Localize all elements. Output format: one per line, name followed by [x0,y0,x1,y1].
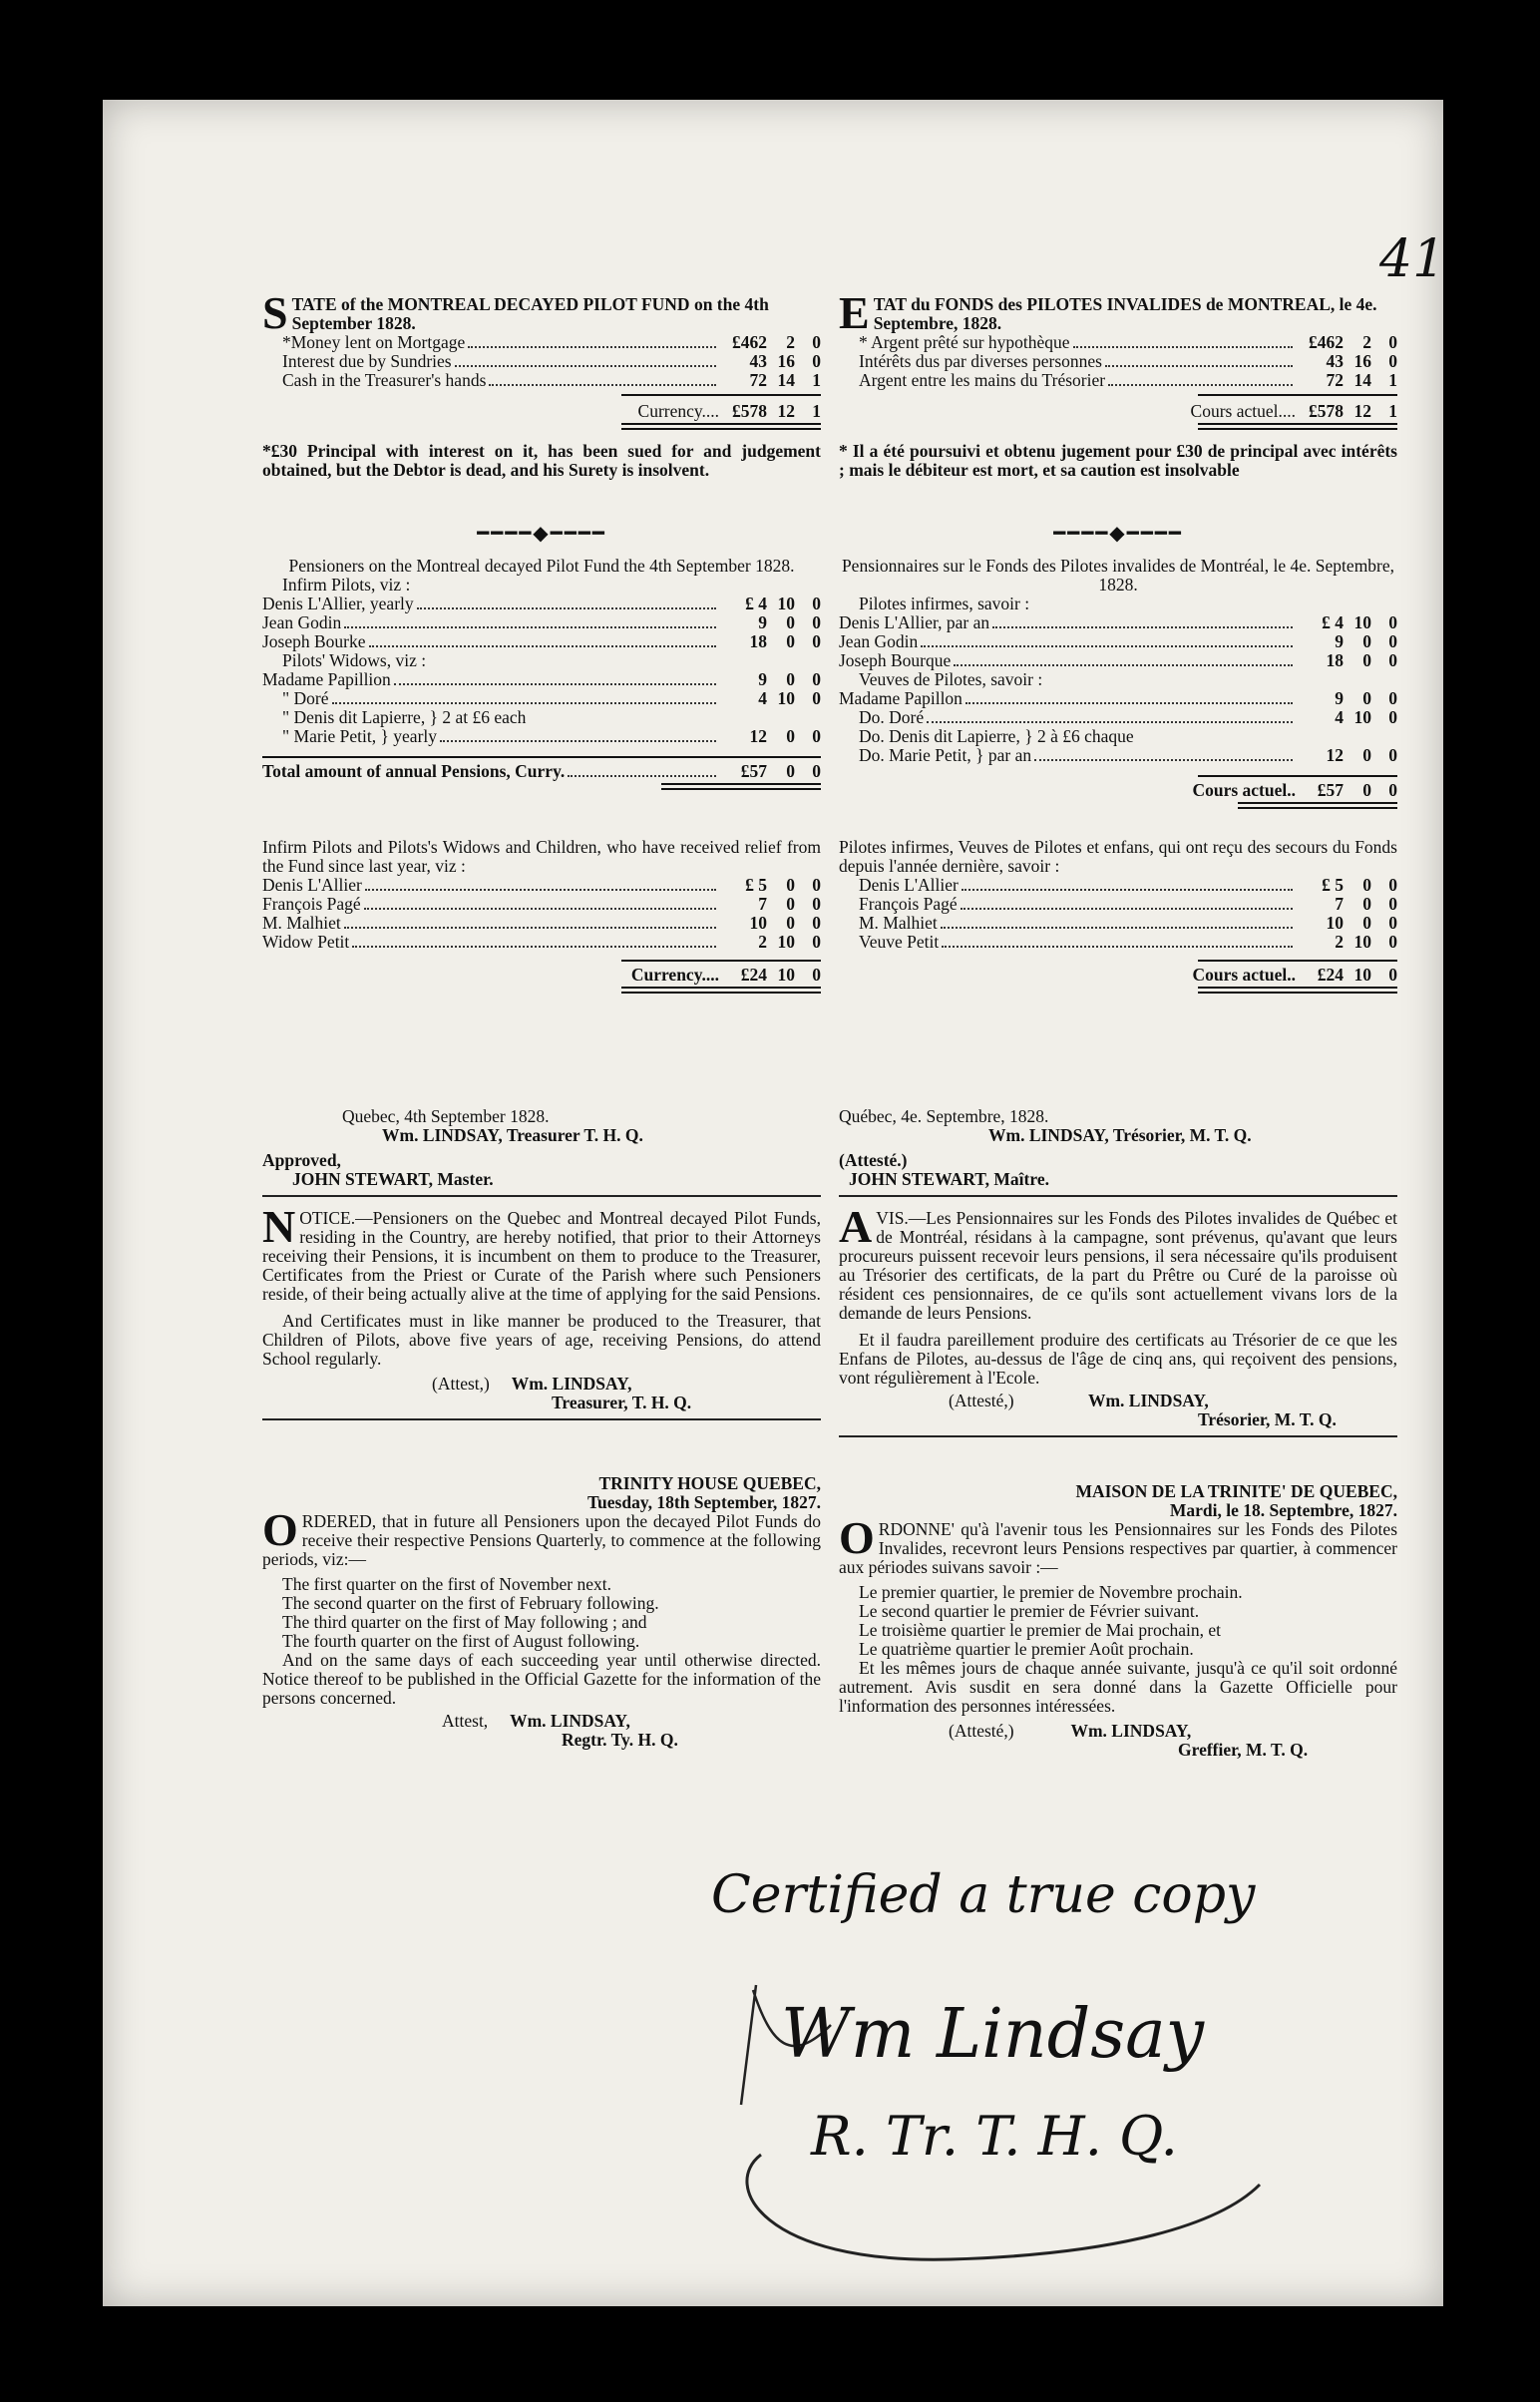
state-total: Cours actuel.... £578 12 1 [1190,401,1397,421]
signature-flourish [701,1865,1399,2284]
table-row: " Doré 4 10 0 [282,688,821,708]
quarter-item: Le troisième quartier le premier de Mai prochain, et [859,1620,1221,1640]
dropcap: N [262,1201,296,1252]
quarter-item: The first quarter on the first of November next. [282,1574,611,1594]
notice-attest: (Attesté,) [949,1391,1014,1410]
table-row: Argent entre les mains du Trésorier 72 14 1 [859,370,1397,390]
table-row: Jean Godin 9 0 0 [262,612,821,632]
state-title: TAT du FONDS des PILOTES INVALIDES de MONTREAL, le 4e. Septembre, 1828. [873,294,1377,333]
table-row: Madame Papillon 9 0 0 [839,688,1397,708]
notice-signature: Wm. LINDSAY, [511,1374,632,1394]
dropcap: O [839,1512,875,1563]
table-row: *Money lent on Mortgage £462 2 0 [282,332,821,352]
table-row: * Argent prêté sur hypothèque £462 2 0 [859,332,1397,352]
quarter-item: Le second quartier le premier de Février suivant. [859,1601,1200,1621]
table-row: Do. Denis dit Lapierre, } 2 à £6 chaque [859,726,1134,746]
ordered-signature-title: Greffier, M. T. Q. [1178,1740,1309,1760]
quarter-item: The third quarter on the first of May following ; and [282,1612,647,1632]
state-rows [262,333,821,390]
relief-intro: Pilotes infirmes, Veuves de Pilotes et enfans, qui ont reçu des secours du Fonds depuis l'année dernière, savoir : [839,837,1397,876]
trinity-date: Mardi, le 18. Septembre, 1827. [1169,1500,1397,1520]
dateline: Québec, 4e. Septembre, 1828. [839,1106,1049,1126]
signature-block [262,1107,821,1197]
quarter-item: The fourth quarter on the first of August following. [282,1631,640,1651]
relief-total: Currency.... £24 10 0 [630,965,821,985]
trinity-date: Tuesday, 18th September, 1827. [586,1492,821,1512]
table-row: Joseph Bourque 18 0 0 [839,650,1397,670]
ordered-text-2: Et les mêmes jours de chaque année suivante, jusqu'à ce qu'il soit ordonné autrement. Avis susdit en sera donné dans la Gazette Officielle pour l'information des personnes intéressées. [839,1658,1397,1716]
signature-block [839,1107,1397,1197]
state-note: *£30 Principal with interest on it, has been sued for and judgement obtained, but the Debtor is dead, and his Surety is insolvent. [262,441,821,480]
relief-intro: Infirm Pilots and Pilots's Widows and Children, who have received relief from the Fund since last year, viz : [262,837,821,876]
page-number: 41 [1379,229,1446,289]
state-title: TATE of the MONTREAL DECAYED PILOT FUND on the 4th September 1828. [291,294,769,333]
handwritten-certification [701,1865,1399,2284]
flourish-divider: ━━━━◆━━━━ [477,523,606,545]
master-signature: JOHN STEWART, Maître. [849,1169,1049,1189]
approved-label: (Attesté.) [839,1150,908,1170]
pensioners-title: Pensioners on the Montreal decayed Pilot Fund the 4th September 1828. [288,556,795,576]
document-page [103,100,1446,2306]
state-section [839,287,1397,480]
master-signature: JOHN STEWART, Master. [292,1169,494,1189]
ordered-text: RDONNE' qu'à l'avenir tous les Pensionnaires sur les Fonds des Pilotes Invalides, recevront leurs Pensions respectives par quartier, à commencer aux périodes suivans savoir :— [839,1519,1397,1577]
flourish-divider: ━━━━◆━━━━ [1053,523,1183,545]
pension-total: Cours actuel.. £57 0 0 [1192,780,1397,800]
widows-heading: Veuves de Pilotes, savoir : [859,669,1043,689]
table-row: Do. Doré 4 10 0 [859,707,1397,727]
quarter-item: Le premier quartier, le premier de Novembre prochain. [859,1582,1243,1602]
table-row: Denis L'Allier, par an £ 4 10 0 [839,612,1397,632]
ordered-signature: Wm. LINDSAY, [1070,1721,1192,1741]
pensioners-section [839,557,1397,811]
approved-label: Approved, [262,1150,341,1170]
ordered-attest: Attest, [442,1711,489,1731]
table-row: " Denis dit Lapierre, } 2 at £6 each [282,707,527,727]
relief-total: Cours actuel.. £24 10 0 [1192,965,1397,985]
notice-text: OTICE.—Pensioners on the Quebec and Montreal decayed Pilot Funds, residing in the Country, are hereby notified, that prior to their Attorneys receiving their Pensions, it is incumbent on them to produce to the Treasurer, Certificates from the Priest or Curate of the Parish where such Pensioners reside, of their being actually alive at the time of applying for the said Pensions. [262,1208,821,1304]
notice-signature-title: Treasurer, T. H. Q. [552,1393,692,1412]
signature-title: R. Tr. T. H. Q. [811,2105,1178,2168]
table-row: Do. Marie Petit, } par an 12 0 0 [859,745,1397,765]
trinity-title: MAISON DE LA TRINITE' DE QUEBEC, [1075,1481,1397,1501]
ordered-text: RDERED, that in future all Pensioners upon the decayed Pilot Funds do receive their respective Pensions Quarterly, to commence at the following periods, viz:— [262,1511,821,1569]
state-total: Currency.... £578 12 1 [637,401,821,421]
dateline: Quebec, 4th September 1828. [342,1106,550,1126]
handwritten-signature: Wm Lindsay [781,1995,1205,2074]
dropcap: A [839,1201,873,1252]
notice-section [839,1201,1397,1437]
pensioners-section [262,557,821,792]
infirm-heading: Pilotes infirmes, savoir : [859,594,1030,613]
state-section [262,287,821,480]
table-row: François Pagé 7 0 0 [859,894,1397,914]
notice-signature-title: Trésorier, M. T. Q. [1198,1409,1337,1429]
dropcap: E [839,287,870,338]
table-row: Jean Godin 9 0 0 [839,631,1397,651]
pension-total: Total amount of annual Pensions, Curry. £57 0 0 [262,761,821,781]
ordered-signature-title: Regtr. Ty. H. Q. [562,1730,678,1750]
dropcap: S [262,287,288,338]
table-row: Cash in the Treasurer's hands 72 14 1 [282,370,821,390]
table-row: Denis L'Allier £ 5 0 0 [262,875,821,895]
dropcap: O [262,1504,298,1555]
ordered-section [839,1482,1397,1760]
certified-line: Certified a true copy [711,1865,1256,1925]
notice-text-2: And Certificates must in like manner be produced to the Treasurer, that Children of Pilots, above five years of age, receiving Pensions, do attend School regularly. [262,1311,821,1369]
quarter-item: Le quatrième quartier le premier Août prochain. [859,1639,1194,1659]
table-row: François Pagé 7 0 0 [262,894,821,914]
notice-attest: (Attest,) [432,1374,490,1394]
ordered-attest: (Attesté,) [949,1721,1014,1741]
table-row: M. Malhiet 10 0 0 [859,913,1397,933]
notice-text-2: Et il faudra pareillement produire des certificats au Trésorier de ce que les Enfans de Pilotes, au-dessus de l'âge de cinq ans, qui reçoivent des pensions, vont régulièrement à l'Ecole. [839,1330,1397,1388]
table-row: Intérêts dus par diverses personnes 43 16 0 [859,351,1397,371]
treasurer-signature: Wm. LINDSAY, Trésorier, M. T. Q. [988,1125,1252,1145]
treasurer-signature: Wm. LINDSAY, Treasurer T. H. Q. [382,1125,643,1145]
widows-heading: Pilots' Widows, viz : [282,650,427,670]
infirm-heading: Infirm Pilots, viz : [282,575,411,595]
quarter-item: The second quarter on the first of February following. [282,1593,659,1613]
table-row: Interest due by Sundries 43 16 0 [282,351,821,371]
relief-section [839,838,1397,996]
notice-text: VIS.—Les Pensionnaires sur les Fonds des Pilotes invalides de Québec et de Montréal, résidans à la campagne, sont prévenus, qu'avant que leurs procureurs puissent recevoir leurs pensions, il sera nécessaire qu'ils produisent au Trésorier des certificats, de la part du Prêtre ou Curé de la paroisse où résident ces pensionnaires, de ce qu'ils sont actuellement vivans lors de la demande de leurs Pensions. [839,1208,1397,1323]
table-row: " Marie Petit, } yearly 12 0 0 [282,726,821,746]
pensioners-title: Pensionnaires sur le Fonds des Pilotes invalides de Montréal, le 4e. Septembre, 1828. [841,556,1395,595]
state-rows [839,333,1397,390]
table-row: M. Malhiet 10 0 0 [262,913,821,933]
table-row: Denis L'Allier £ 5 0 0 [859,875,1397,895]
table-row: Denis L'Allier, yearly £ 4 10 0 [262,594,821,613]
relief-section [262,838,821,996]
table-row: Joseph Bourke 18 0 0 [262,631,821,651]
ordered-signature: Wm. LINDSAY, [510,1711,630,1731]
notice-section [262,1201,821,1420]
state-note: * Il a été poursuivi et obtenu jugement pour £30 de principal avec intérêts ; mais le débiteur est mort, et sa caution est insolvable [839,441,1397,480]
table-row: Veuve Petit 2 10 0 [859,932,1397,952]
table-row: Madame Papillion 9 0 0 [262,669,821,689]
ordered-text-2: And on the same days of each succeeding year until otherwise directed. Notice thereof to be published in the Official Gazette for the information of the persons concerned. [262,1650,821,1708]
trinity-title: TRINITY HOUSE QUEBEC, [598,1473,821,1493]
notice-signature: Wm. LINDSAY, [1087,1391,1209,1410]
table-row: Widow Petit 2 10 0 [262,932,821,952]
ordered-section [262,1474,821,1750]
